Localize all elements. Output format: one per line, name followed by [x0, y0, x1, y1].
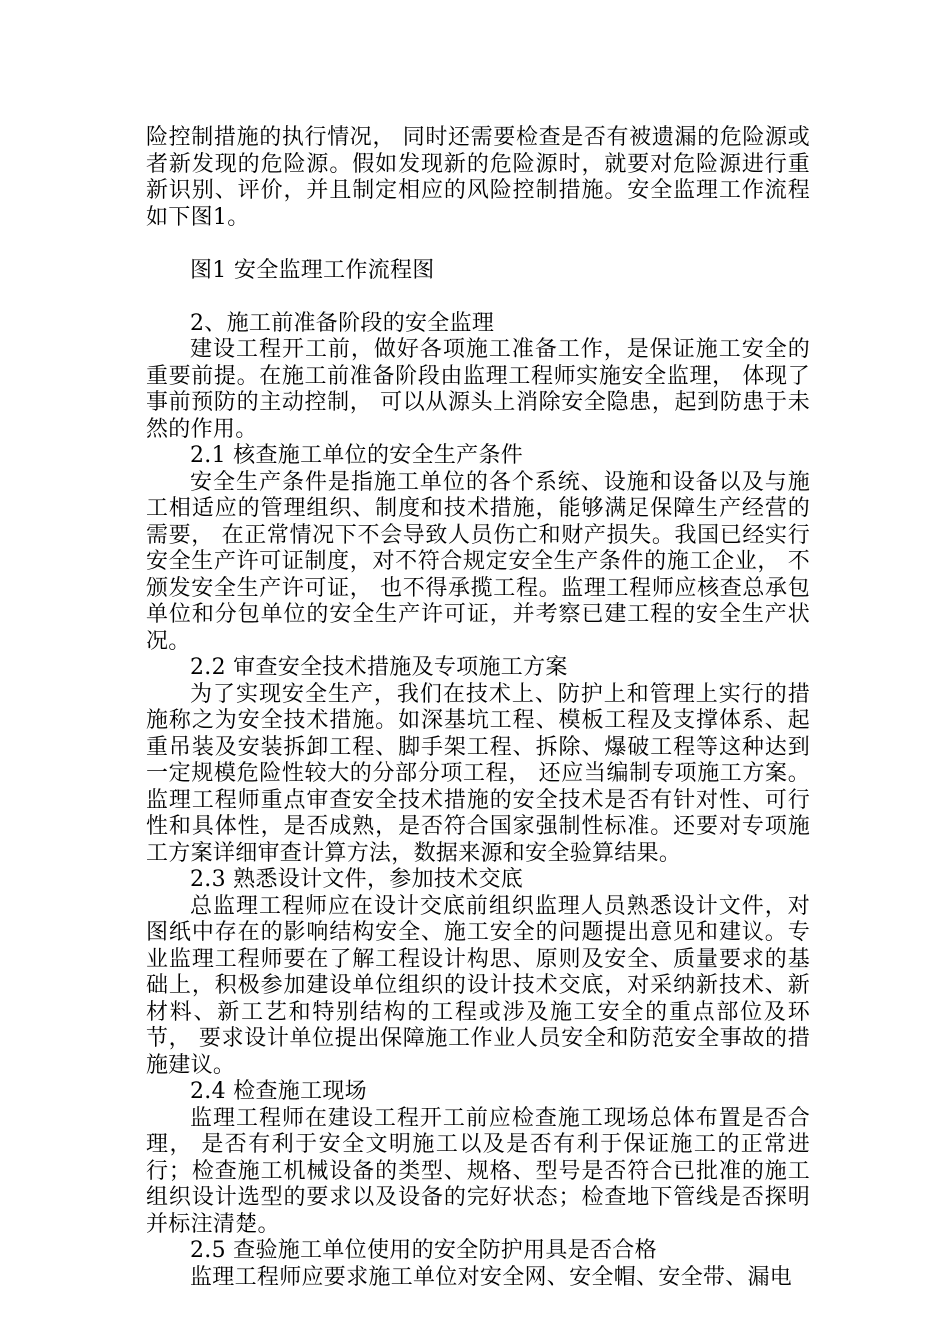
section-2-5-body: 监理工程师应要求施工单位对安全网、安全帽、安全带、漏电 — [190, 1264, 793, 1290]
section-2-1-body: 安全生产条件是指施工单位的各个系统、设施和设备以及与施工相适应的管理组织、制度和技术措施，能够满足保障生产经营的需要， 在正常情况下不会导致人员伤亡和财产损失。我国已经实行安全生产许可证制度，对不符合规定安全生产条件的施工企业， 不颁发安全生产许可证， 也不得承揽工程。监理工程师应核查总承包单位和分包单位的安全生产许可证，并考察已建工程的安全生产状况。 — [146, 469, 810, 654]
section-2-3-body: 总监理工程师应在设计交底前组织监理人员熟悉设计文件，对图纸中存在的影响结构安全、施工安全的问题提出意见和建议。专业监理工程师要在了解工程设计构思、原则及安全、质量要求的基础上，积极参加建设单位组织的设计技术交底，对采纳新技术、新材料、新工艺和特别结构的工程或涉及施工安全的重点部位及环节， 要求设计单位提出保障施工作业人员安全和防范安全事故的措施建议。 — [146, 893, 810, 1078]
section-2-4-heading: 2.4 检查施工现场 — [190, 1079, 367, 1104]
section-2-4-body: 监理工程师在建设工程开工前应检查施工现场总体布置是否合理， 是否有利于安全文明施工以及是否有利于保证施工的正常进行；检查施工机械设备的类型、规格、型号是否符合已批准的施工组织设计选型的要求以及设备的完好状态；检查地下管线是否探明并标注清楚。 — [146, 1105, 810, 1237]
section-2-heading: 2、施工前准备阶段的安全监理 — [190, 310, 495, 336]
section-2-2-heading: 2.2 审查安全技术措施及专项施工方案 — [190, 655, 568, 680]
continuation-paragraph: 险控制措施的执行情况， 同时还需要检查是否有被遗漏的危险源或者新发现的危险源。假如发现新的危险源时，就要对危险源进行重新识别、评价，并且制定相应的风险控制措施。安全监理工作流程如下图1。 — [146, 125, 810, 230]
section-2-body: 建设工程开工前，做好各项施工准备工作，是保证施工安全的重要前提。在施工前准备阶段由监理工程师实施安全监理， 体现了事前预防的主动控制， 可以从源头上消除安全隐患，起到防患于未然的作用。 — [146, 337, 810, 442]
section-2-3-heading: 2.3 熟悉设计文件，参加技术交底 — [190, 867, 524, 892]
section-2-2-body: 为了实现安全生产，我们在技术上、防护上和管理上实行的措施称之为安全技术措施。如深基坑工程、模板工程及支撑体系、起重吊装及安装拆卸工程、脚手架工程、拆除、爆破工程等这种达到一定规模危险性较大的分部分项工程， 还应当编制专项施工方案。监理工程师重点审查安全技术措施的安全技术是否有针对性、可行性和具体性，是否成熟，是否符合国家强制性标准。还要对专项施工方案详细审查计算方法，数据来源和安全验算结果。 — [146, 681, 810, 866]
figure-caption: 图1 安全监理工作流程图 — [190, 257, 435, 283]
section-2-5-heading: 2.5 查验施工单位使用的安全防护用具是否合格 — [190, 1238, 657, 1263]
document-body — [146, 125, 810, 1291]
section-2-1-heading: 2.1 核查施工单位的安全生产条件 — [190, 443, 524, 468]
